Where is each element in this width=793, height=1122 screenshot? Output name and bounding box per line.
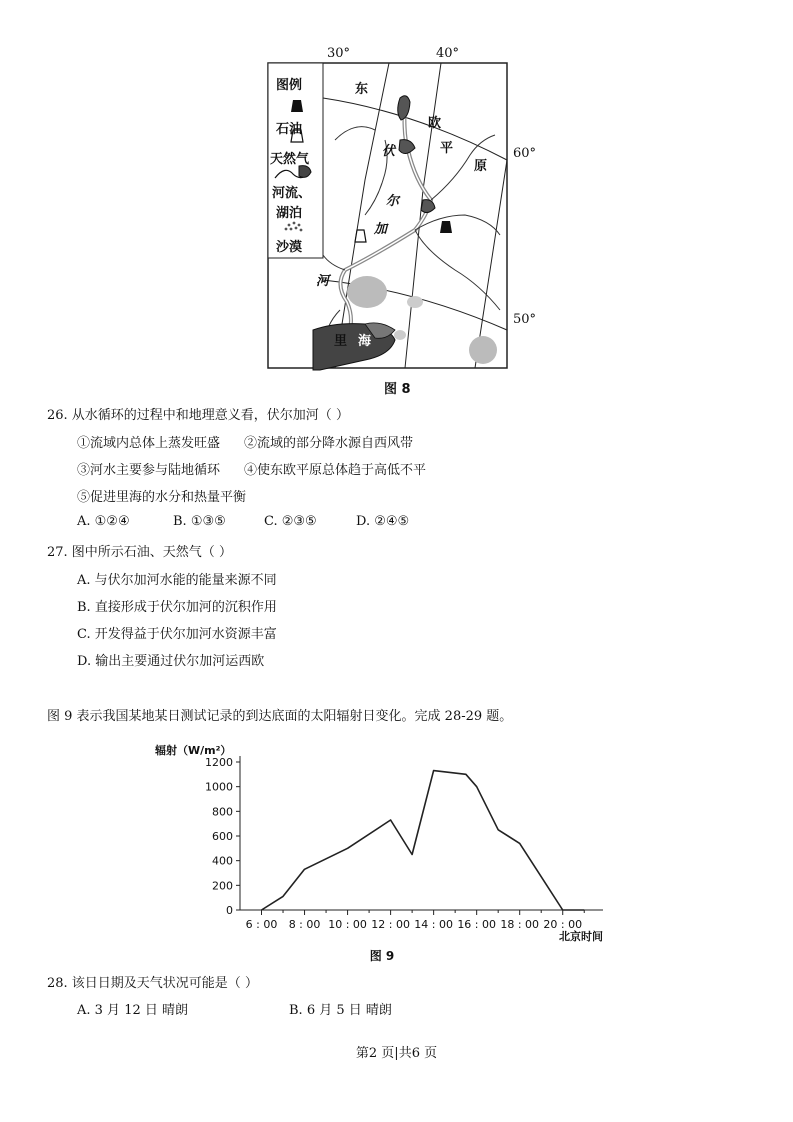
place-jia: 加 — [374, 222, 388, 237]
q26-option-5: ⑤促进里海的水分和热量平衡 — [77, 490, 247, 505]
legend-oil: 石油 — [276, 122, 303, 137]
q26-choice-b: B. ①③⑤ — [173, 514, 226, 529]
y-tick-label: 200 — [212, 879, 233, 893]
oil-site-icon — [440, 221, 452, 233]
lat-50-label: 50° — [513, 312, 537, 327]
oil-legend-icon — [291, 100, 303, 112]
place-ou: 欧 — [428, 116, 442, 131]
q26-stem: 26. 从水循环的过程中和地理意义看，伏尔加河（ ） — [47, 408, 349, 423]
place-he: 河 — [316, 274, 330, 289]
y-tick-label: 600 — [212, 830, 233, 843]
lon-40-label: 40° — [436, 46, 460, 61]
legend-title: 图例 — [276, 78, 303, 93]
q27-stem: 27. 图中所示石油、天然气（ ） — [47, 545, 232, 560]
legend-river-1: 河流、 — [272, 186, 312, 201]
q27-choice-d: D. 输出主要通过伏尔加河运西欧 — [77, 654, 265, 669]
figure-9-chart — [150, 740, 610, 965]
x-tick-label: 14 : 00 — [414, 918, 453, 931]
q27-choice-c: C. 开发得益于伏尔加河水资源丰富 — [77, 627, 277, 642]
place-dong: 东 — [355, 82, 369, 97]
q26-choice-a: A. ①②④ — [77, 514, 130, 529]
x-tick-label: 6 : 00 — [245, 918, 278, 931]
radiation-series-line — [262, 771, 585, 910]
legend-desert: 沙漠 — [276, 240, 303, 255]
x-axis-label: 北京时间 — [559, 930, 603, 943]
legend-gas: 天然气 — [270, 152, 310, 167]
q26-choice-d: D. ②④⑤ — [356, 514, 410, 529]
y-tick-label: 1200 — [205, 756, 233, 769]
q28-choice-a: A. 3 月 12 日 晴朗 — [77, 1003, 188, 1018]
y-tick-label: 800 — [212, 805, 233, 819]
place-yuan: 原 — [474, 159, 488, 174]
x-tick-label: 16 : 00 — [457, 918, 497, 931]
x-tick-label: 12 : 00 — [371, 918, 410, 931]
q27-choice-a: A. 与伏尔加河水能的能量来源不同 — [77, 573, 277, 588]
x-tick-label: 20 : 00 — [543, 918, 583, 931]
lat-60-label: 60° — [513, 146, 537, 161]
place-er: 尔 — [386, 194, 400, 209]
place-li: 里 — [334, 334, 348, 349]
q26-choice-c: C. ②③⑤ — [264, 514, 317, 529]
q26-option-4: ④使东欧平原总体趋于高低不平 — [244, 463, 427, 478]
y-axis-label: 辐射（W/m²） — [155, 744, 232, 757]
figure-8-caption: 图 8 — [384, 382, 411, 397]
figure-9-intro: 图 9 表示我国某地某日测试记录的到达底面的太阳辐射日变化。完成 28-29 题。 — [47, 709, 513, 724]
chart-title: 图 9 — [369, 949, 395, 963]
q28-stem: 28. 该日日期及天气状况可能是（ ） — [47, 976, 258, 991]
legend-river-2: 湖泊 — [276, 206, 303, 221]
page-footer: 第2 页|共6 页 — [355, 1046, 438, 1061]
x-tick-label: 10 : 00 — [328, 918, 367, 931]
y-tick-label: 0 — [226, 904, 233, 917]
q26-option-3: ③河水主要参与陆地循环 — [77, 463, 221, 478]
q27-choice-b: B. 直接形成于伏尔加河的沉积作用 — [77, 600, 277, 615]
x-tick-label: 18 : 00 — [500, 918, 540, 931]
q28-choice-b: B. 6 月 5 日 晴朗 — [289, 1003, 392, 1018]
gas-site-icon — [355, 230, 366, 242]
lon-30-label: 30° — [327, 46, 351, 61]
y-tick-label: 400 — [212, 854, 233, 868]
q26-option-2: ②流域的部分降水源自西风带 — [244, 436, 414, 451]
x-tick-label: 8 : 00 — [288, 918, 321, 931]
y-tick-label: 1000 — [205, 780, 233, 794]
q26-option-1: ①流域内总体上蒸发旺盛 — [77, 436, 221, 451]
place-hai: 海 — [358, 334, 372, 349]
place-ping: 平 — [440, 141, 454, 156]
place-fu: 伏 — [382, 144, 396, 159]
